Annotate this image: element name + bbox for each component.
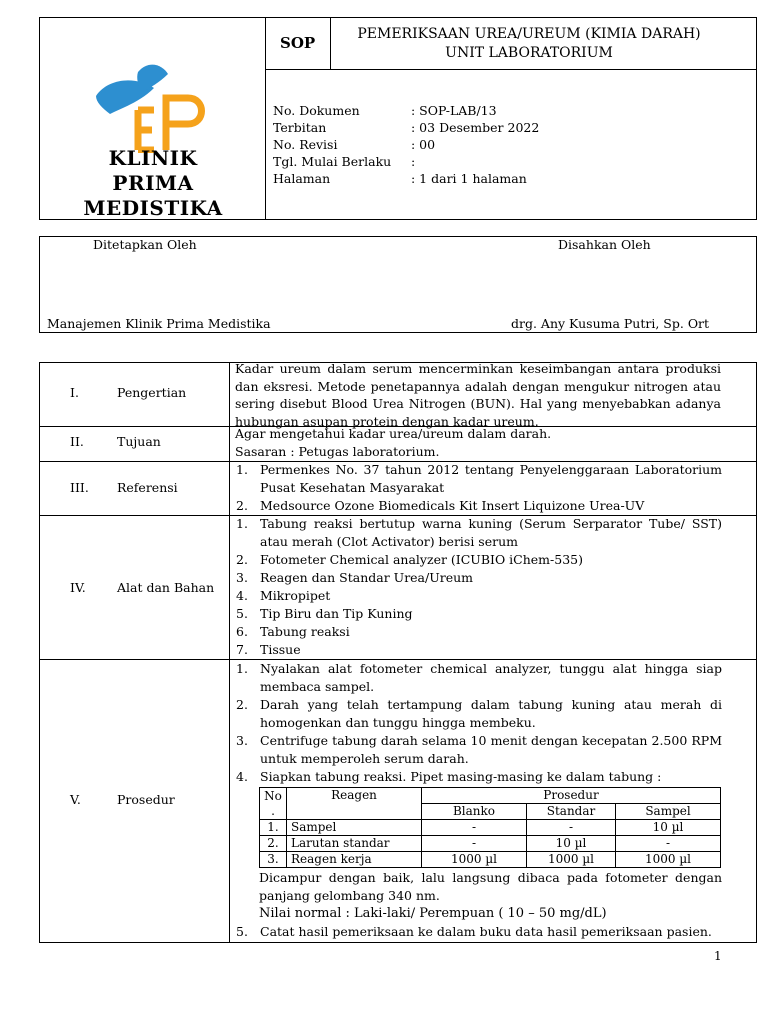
list-number: 2. <box>236 498 248 513</box>
meta-value: : <box>411 154 416 169</box>
list-number: 3. <box>236 570 248 585</box>
table-header-sampel: Sampel <box>616 804 721 820</box>
doc-title-line1: PEMERIKSAAN UREA/UREUM (KIMIA DARAH) <box>357 26 701 42</box>
list-number: 1. <box>236 661 248 676</box>
cell-no: 3. <box>260 852 287 868</box>
cell-sampel: 1000 µl <box>616 852 721 868</box>
cell-standar: 10 µl <box>527 836 616 852</box>
list-text: Reagen dan Standar Urea/Ureum <box>260 570 474 585</box>
list-number: 1. <box>236 516 248 531</box>
meta-label: Halaman <box>273 171 331 186</box>
list-text: Tissue <box>260 642 301 657</box>
header-divider-h <box>265 69 757 70</box>
list-item <box>236 732 722 768</box>
table-row <box>260 836 721 852</box>
header-text: . <box>271 803 275 818</box>
meta-value: : 03 Desember 2022 <box>411 120 540 135</box>
list-item <box>236 696 722 732</box>
list-number: 4. <box>236 769 248 784</box>
meta-value: : 1 dari 1 halaman <box>411 171 527 186</box>
list-number: 5. <box>236 924 248 939</box>
list-text: Tabung reaksi <box>260 624 350 639</box>
approved-by-label: Disahkan Oleh <box>558 237 651 252</box>
table-row <box>260 820 721 836</box>
section-number: V. <box>70 792 81 807</box>
list-item <box>236 515 722 551</box>
clinic-name <box>40 146 266 221</box>
section-number: III. <box>70 480 89 495</box>
cell-sampel: 10 µl <box>616 820 721 836</box>
section-number: IV. <box>70 580 86 595</box>
list-number: 2. <box>236 552 248 567</box>
clinic-name-line: MEDISTIKA <box>83 196 223 220</box>
list-item <box>236 660 722 696</box>
cell-standar: 1000 µl <box>527 852 616 868</box>
tujuan-line: Agar mengetahui kadar urea/ureum dalam darah. <box>235 426 552 441</box>
cell-reagen: Reagen kerja <box>287 852 422 868</box>
table-header-reagen: Reagen <box>287 788 422 820</box>
list-number: 3. <box>236 733 248 748</box>
list-number: 6. <box>236 624 248 639</box>
normal-value: Nilai normal : Laki-laki/ Perempuan ( 10 – 50 mg/dL) <box>259 906 607 921</box>
list-text: Mikropipet <box>260 588 331 603</box>
cell-reagen: Larutan standar <box>287 836 422 852</box>
list-text: Catat hasil pemeriksaan ke dalam buku data hasil pemeriksaan pasien. <box>260 924 712 939</box>
cell-blanko: 1000 µl <box>422 852 527 868</box>
section-number: I. <box>70 385 79 400</box>
cell-blanko: - <box>422 836 527 852</box>
list-text: Permenkes No. 37 tahun 2012 tentang Penyelenggaraan Laboratorium Pusat Kesehatan Masyarakat <box>260 462 722 495</box>
cell-reagen: Sampel <box>287 820 422 836</box>
list-text: Tip Biru dan Tip Kuning <box>260 606 413 621</box>
section-name: Pengertian <box>117 385 187 400</box>
cell-standar: - <box>527 820 616 836</box>
meta-value: : 00 <box>411 137 436 152</box>
header-text: No <box>264 788 282 803</box>
list-item <box>236 461 722 497</box>
sasaran-line: Sasaran : Petugas laboratorium. <box>235 444 440 459</box>
list-text: Darah yang telah tertampung dalam tabung kuning atau merah di homogenkan dan tunggu hingga membeku. <box>260 697 722 730</box>
list-number: 7. <box>236 642 248 657</box>
list-number: 5. <box>236 606 248 621</box>
table-row <box>260 852 721 868</box>
list-text: Siapkan tabung reaksi. Pipet masing-masing ke dalam tabung : <box>260 769 662 784</box>
list-text: Fotometer Chemical analyzer (ICUBIO iChem-535) <box>260 552 583 567</box>
reagent-table <box>259 787 721 868</box>
list-number: 2. <box>236 697 248 712</box>
section-name: Referensi <box>117 480 178 495</box>
pengertian-text: Kadar ureum dalam serum mencerminkan keseimbangan antara produksi dan eksresi. Metode penetapannya adalah dengan mengukur nitrogen atau sering disebut Blood Urea Nitrogen (BUN). Hal yang menyebabkan adanya hubungan asupan protein dengan kadar ureum. <box>235 361 721 429</box>
list-text: Tabung reaksi bertutup warna kuning (Serum Serparator Tube/ SST) atau merah (Clot Activator) berisi serum <box>260 516 722 549</box>
section-name: Tujuan <box>117 434 161 449</box>
cell-blanko: - <box>422 820 527 836</box>
approved-by-name: drg. Any Kusuma Putri, Sp. Ort <box>511 316 710 331</box>
section-number: II. <box>70 434 84 449</box>
table-header-standar: Standar <box>527 804 616 820</box>
table-header-prosedur: Prosedur <box>422 788 721 804</box>
clinic-name-line: PRIMA <box>112 171 194 195</box>
list-text: Medsource Ozone Biomedicals Kit Insert Liquizone Urea-UV <box>260 498 645 513</box>
cell-sampel: - <box>616 836 721 852</box>
section-name: Alat dan Bahan <box>117 580 215 595</box>
list-number: 4. <box>236 588 248 603</box>
table-header-no <box>260 788 287 820</box>
set-by-label: Ditetapkan Oleh <box>93 237 197 252</box>
meta-label: Terbitan <box>273 120 327 135</box>
meta-label: No. Dokumen <box>273 103 360 118</box>
list-number: 1. <box>236 462 248 477</box>
cell-no: 1. <box>260 820 287 836</box>
meta-label: Tgl. Mulai Berlaku <box>273 154 392 169</box>
clinic-logo-icon <box>88 58 218 153</box>
list-text: Centrifuge tabung darah selama 10 menit dengan kecepatan 2.500 RPM untuk memperoleh serum darah. <box>260 733 722 766</box>
page-number: 1 <box>714 949 722 963</box>
col-divider <box>229 362 230 943</box>
doc-title-line2: UNIT LABORATORIUM <box>445 45 613 61</box>
after-table-text: Dicampur dengan baik, lalu langsung dibaca pada fotometer dengan panjang gelombang 340 nm. <box>259 870 722 903</box>
clinic-name-line: KLINIK <box>108 146 198 170</box>
meta-value: : SOP-LAB/13 <box>411 103 497 118</box>
sop-label: SOP <box>280 34 316 52</box>
cell-no: 2. <box>260 836 287 852</box>
meta-label: No. Revisi <box>273 137 338 152</box>
table-header-row <box>260 788 721 804</box>
set-by-name: Manajemen Klinik Prima Medistika <box>47 316 271 331</box>
section-name: Prosedur <box>117 792 175 807</box>
table-header-blanko: Blanko <box>422 804 527 820</box>
list-text: Nyalakan alat fotometer chemical analyzer, tunggu alat hingga siap membaca sampel. <box>260 661 722 694</box>
